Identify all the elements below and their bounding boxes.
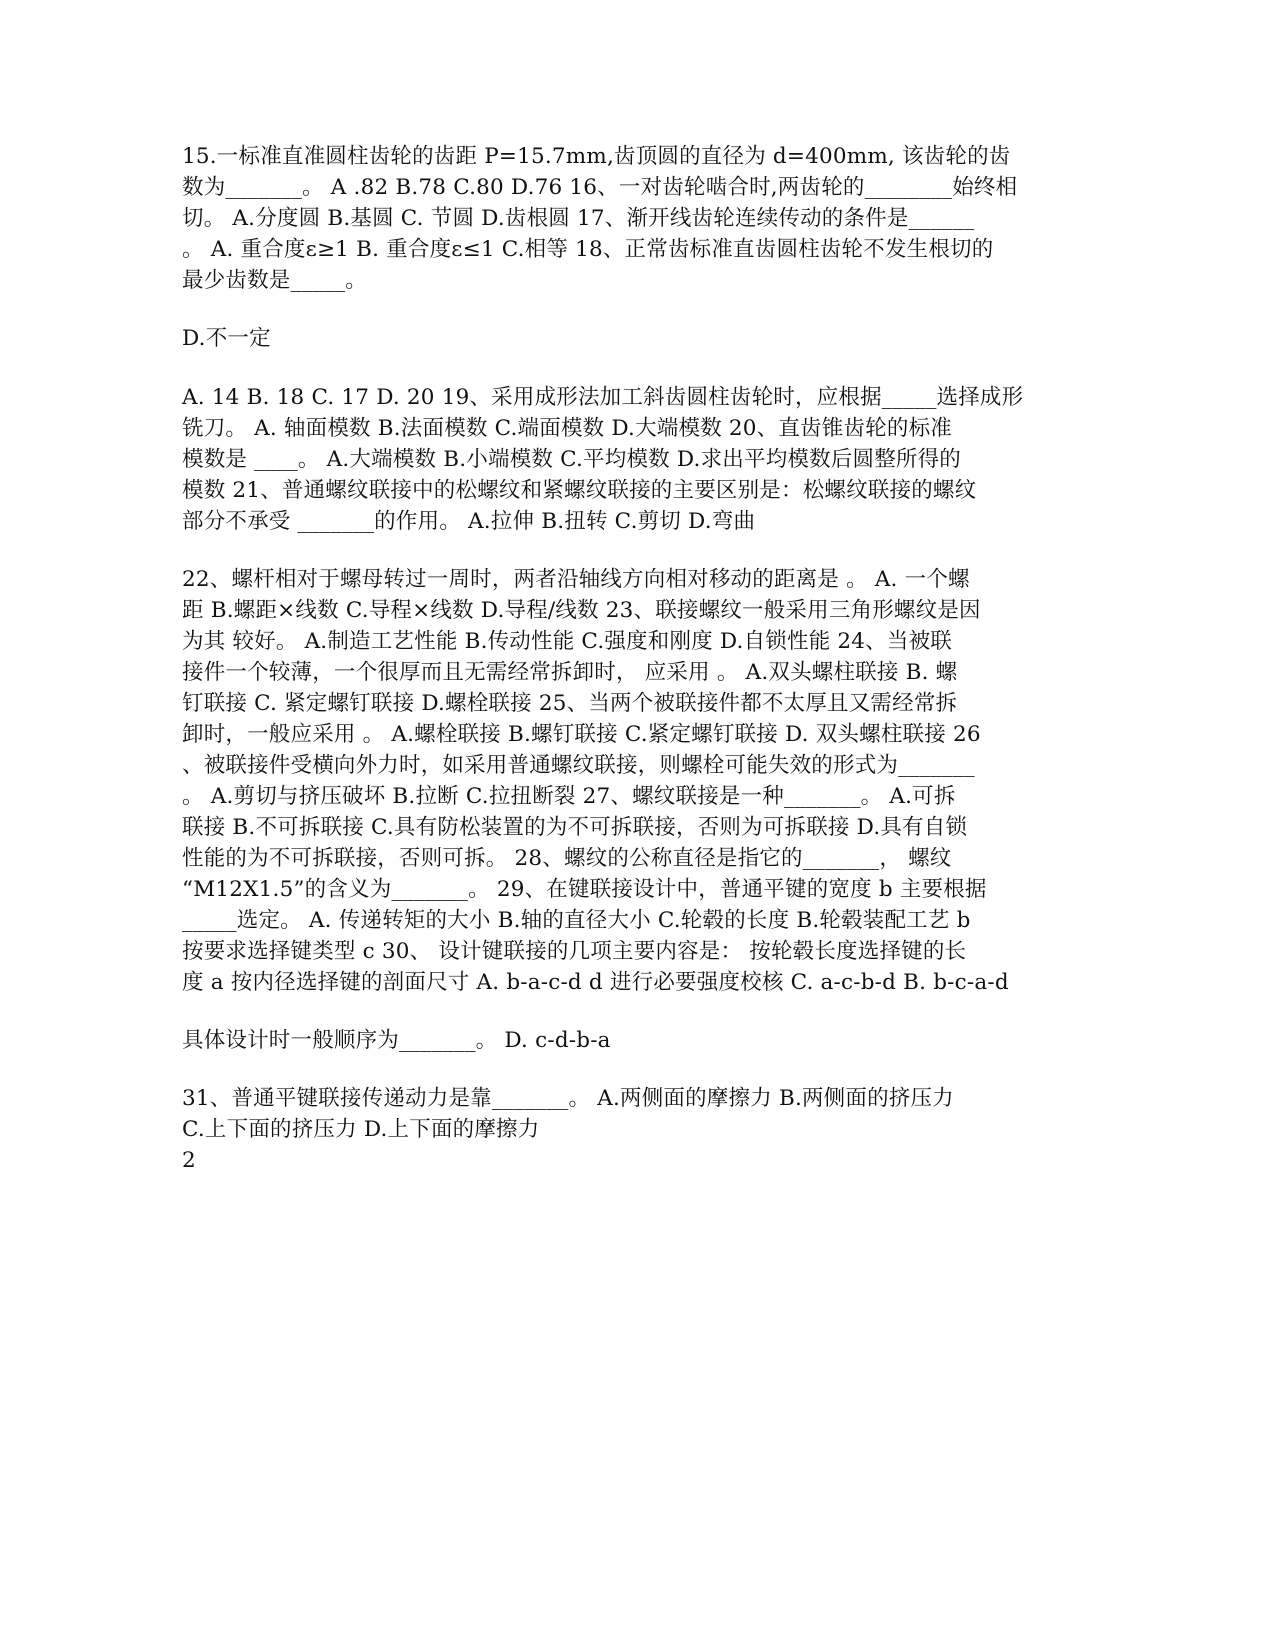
text-line: 模数 21、普通螺纹联接中的松螺纹和紧螺纹联接的主要区别是：松螺纹联接的螺纹 (182, 478, 977, 503)
text-line: 切。 A.分度圆 B.基圆 C. 节圆 D.齿根圆 17、渐开线齿轮连续传动的条件是______ (182, 206, 975, 231)
text-line: 性能的为不可拆联接，否则可拆。 28、螺纹的公称直径是指它的_______， 螺纹 (182, 846, 952, 871)
text-line: 为其 较好。 A.制造工艺性能 B.传动性能 C.强度和刚度 D.自锁性能 24、当被联 (182, 629, 952, 654)
text-line: 卸时，一般应采用 。 A.螺栓联接 B.螺钉联接 C.紧定螺钉联接 D. 双头螺柱联接 26 (182, 722, 981, 747)
text-line: 数为_______。 A .82 B.78 C.80 D.76 16、一对齿轮啮合时,两齿轮的________始终相 (182, 175, 1018, 200)
text-line: _____选定。 A. 传递转矩的大小 B.轴的直径大小 C.轮毂的长度 B.轮毂装配工艺 b (182, 908, 971, 933)
text-line: 部分不承受 _______的作用。 A.拉伸 B.扭转 C.剪切 D.弯曲 (182, 509, 756, 534)
text-line: C.上下面的挤压力 D.上下面的摩擦力 (182, 1117, 540, 1142)
text-line: 最少齿数是_____。 (182, 268, 367, 293)
text-line: 接件一个较薄，一个很厚而且无需经常拆卸时， 应采用 。 A.双头螺柱联接 B. 螺 (182, 660, 958, 685)
text-line: 度 a 按内径选择键的剖面尺寸 A. b-a-c-d d 进行必要强度校核 C. a-c-b-d B. b-c-a-d (182, 970, 1009, 995)
text-line: A. 14 B. 18 C. 17 D. 20 19、采用成形法加工斜齿圆柱齿轮时，应根据_____选择成形 (182, 385, 1024, 410)
page-number: 2 (182, 1148, 196, 1173)
text-line: D.不一定 (182, 326, 271, 351)
text-line: 22、螺杆相对于螺母转过一周时，两者沿轴线方向相对移动的距离是 。 A. 一个螺 (182, 567, 970, 592)
text-line: 铣刀。 A. 轴面模数 B.法面模数 C.端面模数 D.大端模数 20、直齿锥齿轮的标准 (182, 416, 952, 441)
text-line: 距 B.螺距×线数 C.导程×线数 D.导程/线数 23、联接螺纹一般采用三角形螺纹是因 (182, 598, 981, 623)
text-line: 钉联接 C. 紧定螺钉联接 D.螺栓联接 25、当两个被联接件都不太厚且又需经常拆 (182, 691, 958, 716)
text-line: 。 A. 重合度ε≥1 B. 重合度ε≤1 C.相等 18、正常齿标准直齿圆柱齿轮不发生根切的 (182, 237, 994, 262)
text-line: 按要求选择键类型 c 30、 设计键联接的几项主要内容是： 按轮毂长度选择键的长 (182, 939, 967, 964)
text-line: “M12X1.5”的含义为_______。 29、在键联接设计中，普通平键的宽度 b 主要根据 (182, 877, 987, 902)
text-line: 31、普通平键联接传递动力是靠_______。 A.两侧面的摩擦力 B.两侧面的挤压力 (182, 1086, 954, 1111)
text-line: 具体设计时一般顺序为_______。 D. c-d-b-a (182, 1028, 611, 1053)
text-line: 联接 B.不可拆联接 C.具有防松装置的为不可拆联接，否则为可拆联接 D.具有自锁 (182, 815, 968, 840)
text-line: 。 A.剪切与挤压破坏 B.拉断 C.拉扭断裂 27、螺纹联接是一种_______。 A.可拆 (182, 784, 956, 809)
text-line: 、被联接件受横向外力时，如采用普通螺纹联接，则螺栓可能失效的形式为_______ (182, 753, 975, 778)
text-line: 15.一标准直准圆柱齿轮的齿距 P=15.7mm,齿顶圆的直径为 d=400mm, 该齿轮的齿 (182, 144, 1011, 169)
text-line: 模数是 ____。 A.大端模数 B.小端模数 C.平均模数 D.求出平均模数后圆整所得的 (182, 447, 961, 472)
